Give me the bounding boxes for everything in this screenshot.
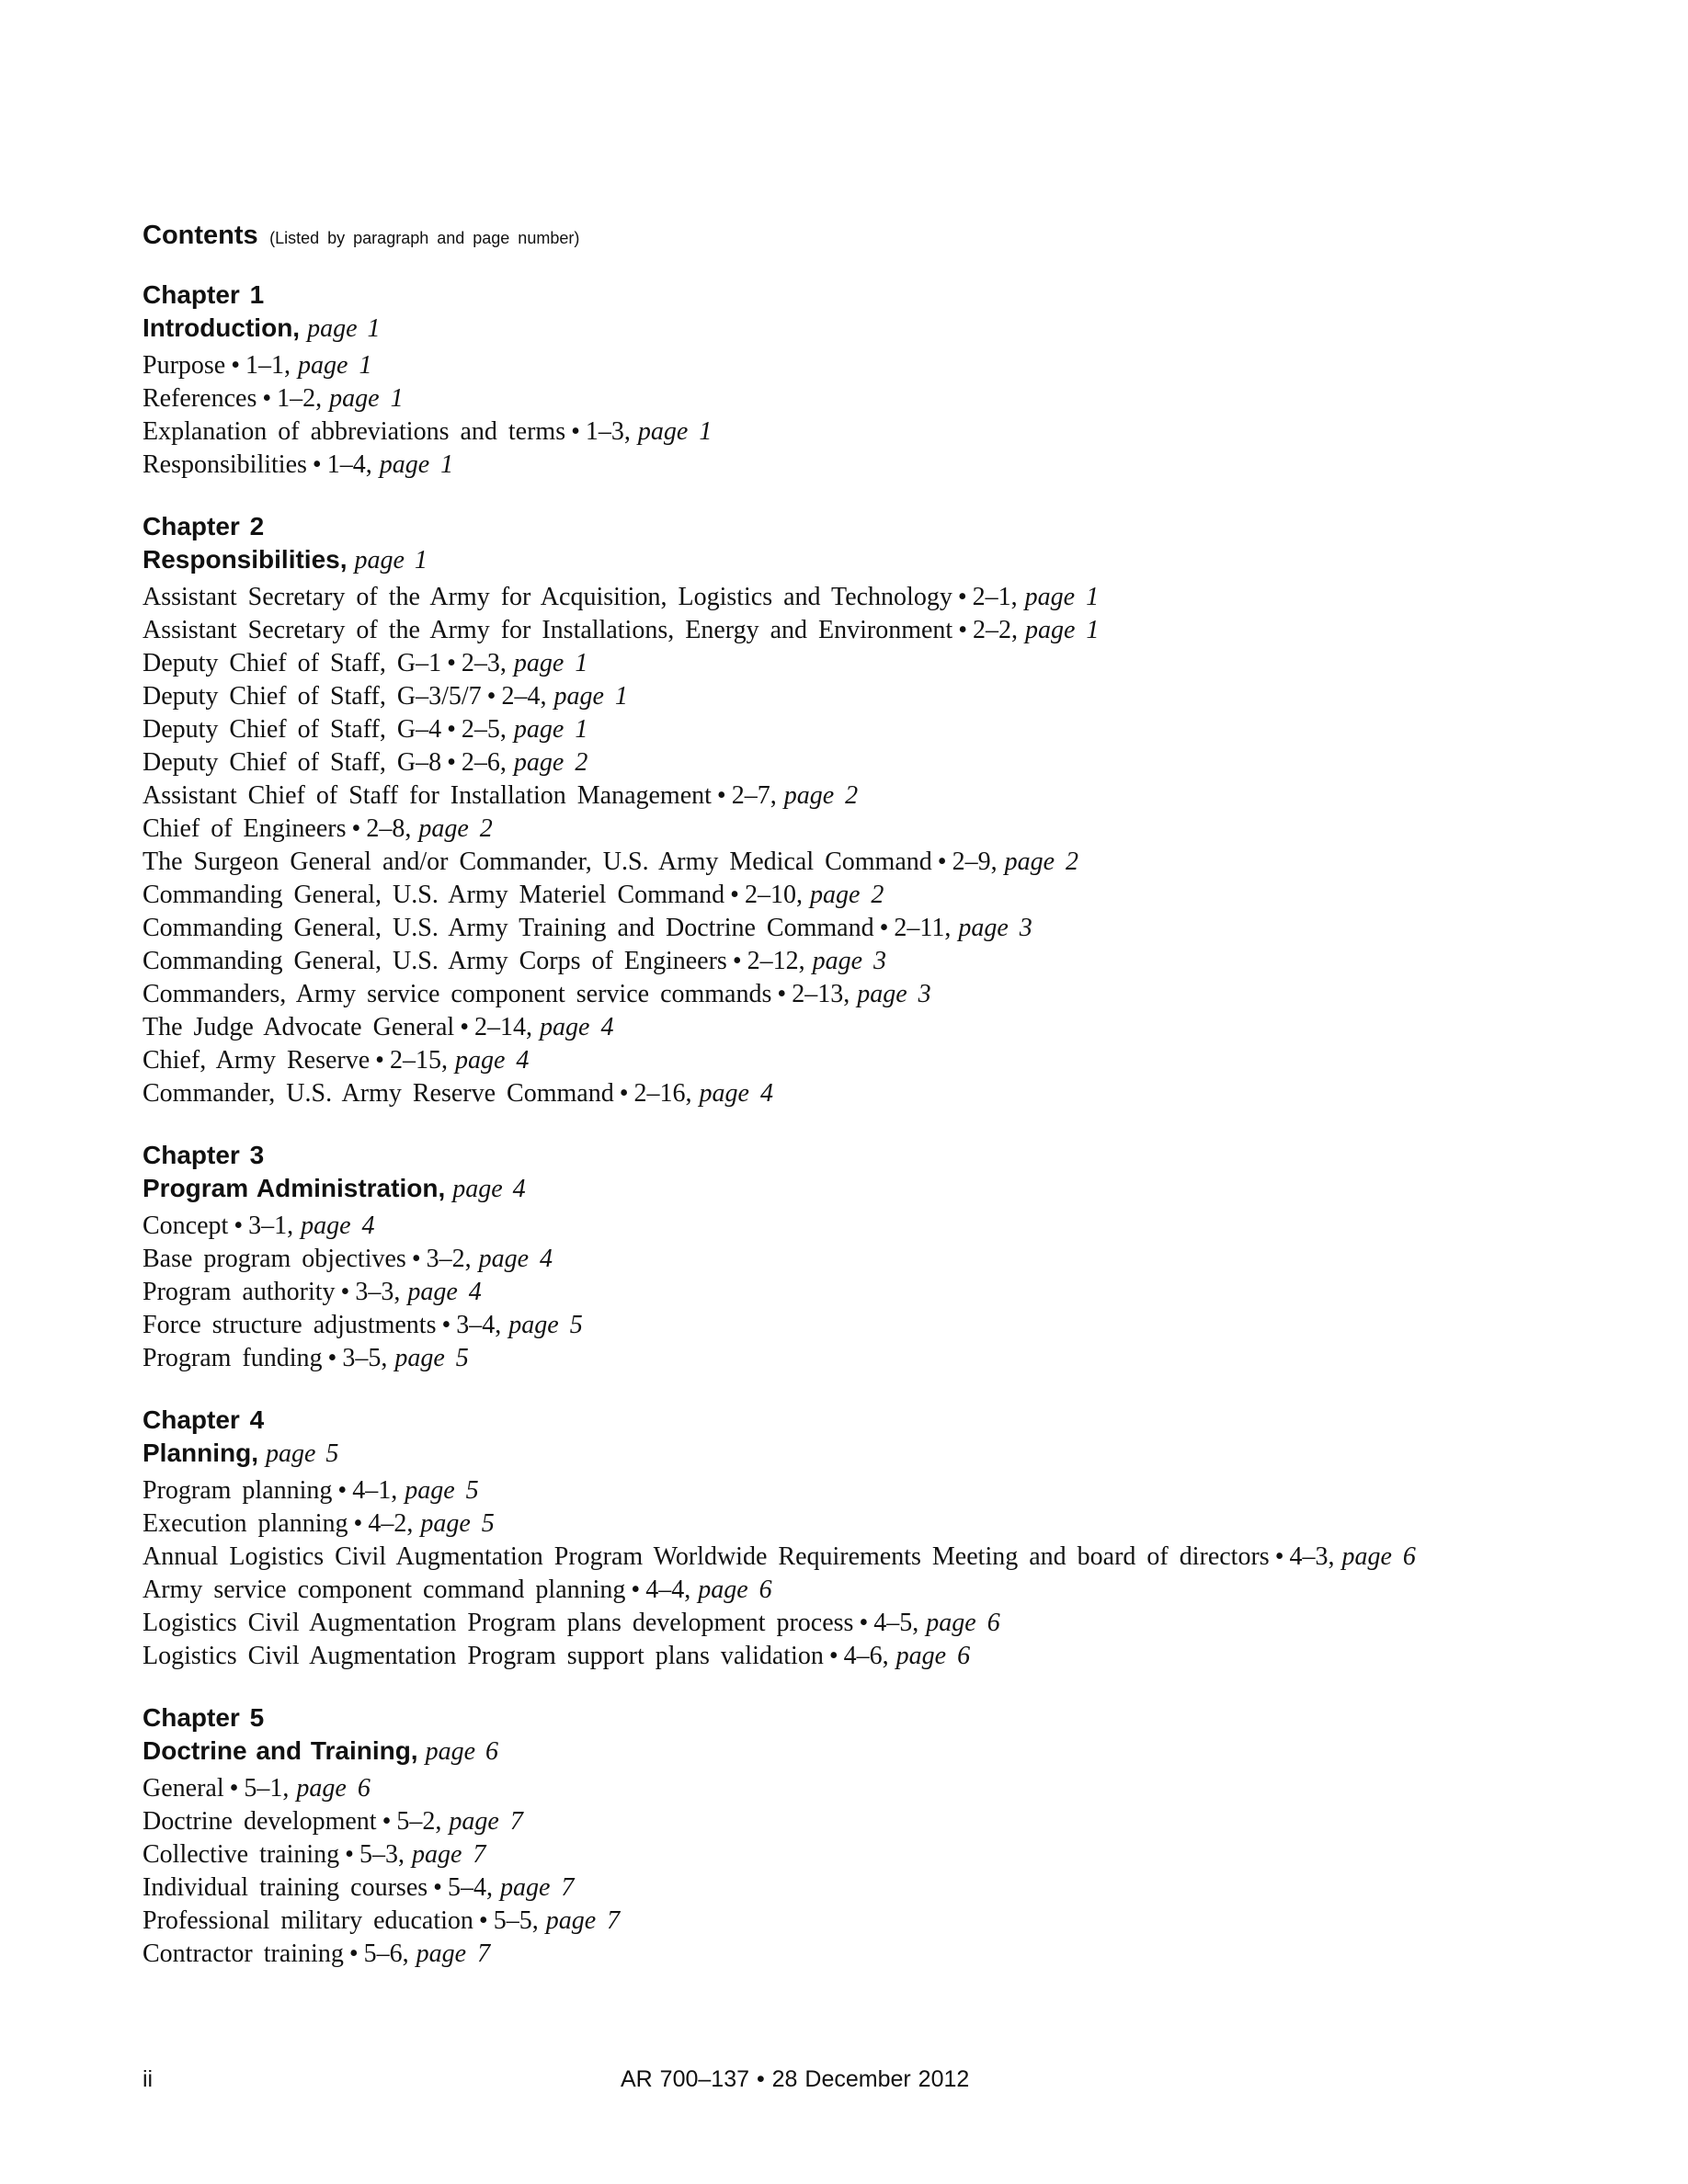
toc-entry-paragraph: 1–1, [245,351,291,380]
toc-entry-page-ref: page 6 [926,1609,1000,1637]
toc-entry-paragraph: 4–1, [352,1476,398,1505]
chapter-page-ref: page 5 [266,1439,339,1468]
toc-entry-paragraph: 3–3, [355,1278,401,1306]
chapter-title: Responsibilities, [143,545,348,574]
toc-entry-paragraph: 2–15, [389,1046,448,1075]
footer-page-number: ii [143,2066,154,2092]
toc-entry[interactable] [143,415,1577,449]
toc-entry-page-ref: page 2 [783,781,859,810]
chapter-page-ref: page 6 [425,1737,499,1766]
bullet-separator: • [478,1906,488,1935]
toc-entry-paragraph: 5–4, [447,1873,493,1902]
chapter-title: Doctrine and Training, [143,1736,418,1765]
toc-entry-page-ref: page 1 [379,450,454,479]
bullet-separator: • [828,1642,838,1670]
toc-entry[interactable] [143,978,1577,1011]
toc-entry-paragraph: 2–4, [501,682,547,711]
toc-entry-page-ref: page 3 [857,980,931,1008]
toc-entry-page-ref: page 2 [1004,847,1079,876]
toc-entry-title: Army service component command planning [143,1575,626,1604]
bullet-separator: • [716,781,726,810]
toc-entry-title: Program funding [143,1344,323,1372]
toc-entry[interactable] [143,1805,1577,1838]
toc-entry-title: Deputy Chief of Staff, G–3/5/7 [143,682,482,711]
toc-entry-title: Chief of Engineers [143,814,347,843]
chapter-heading[interactable] [143,543,1577,581]
toc-entry-title: Professional military education [143,1906,473,1935]
toc-entry[interactable] [143,581,1577,614]
toc-entry[interactable] [143,1838,1577,1871]
toc-entry-page-ref: page 1 [1024,583,1100,611]
toc-entry-paragraph: 1–3, [585,417,631,446]
toc-entry[interactable] [143,614,1577,647]
toc-entry-paragraph: 5–6, [363,1939,409,1968]
toc-entry-page-ref: page 1 [329,384,404,413]
toc-entry[interactable] [143,1342,1577,1375]
toc-entry-title: Commanding General, U.S. Army Materiel Command [143,881,725,909]
toc-entry-page-ref: page 7 [411,1840,486,1869]
toc-entry-title: Responsibilities [143,450,307,479]
toc-entry[interactable] [143,1938,1577,1971]
toc-entry-page-ref: page 1 [513,649,588,677]
toc-entry-page-ref: page 2 [418,814,493,843]
toc-entry-title: Deputy Chief of Staff, G–1 [143,649,442,677]
toc-entry-paragraph: 2–16, [633,1079,692,1108]
chapter-3 [143,1139,1577,1375]
chapter-1 [143,279,1577,482]
toc-entry-title: Program planning [143,1476,333,1505]
toc-entry-paragraph: 2–10, [744,881,803,909]
toc-entry-title: Contractor training [143,1939,344,1968]
chapter-label: Chapter 5 [143,1703,265,1732]
toc-entry-title: Commanding General, U.S. Army Corps of Engineers [143,947,727,975]
toc-entry[interactable] [143,1044,1577,1077]
toc-entry-paragraph: 4–3, [1289,1542,1335,1571]
chapter-title: Introduction, [143,313,301,342]
toc-entry-title: Commanding General, U.S. Army Training and Doctrine Command [143,914,874,942]
toc-entry[interactable] [143,1607,1577,1640]
toc-entry-title: General [143,1774,224,1803]
toc-entry[interactable] [143,647,1577,680]
toc-entry-page-ref: page 6 [895,1642,971,1670]
toc-entry-title: Annual Logistics Civil Augmentation Program Worldwide Requirements Meeting and board of directors [143,1542,1270,1571]
chapter-entries [143,1210,1577,1375]
toc-entry-page-ref: page 2 [809,881,884,909]
toc-entry-title: Force structure adjustments [143,1311,437,1339]
toc-entry[interactable] [143,680,1577,713]
chapter-heading[interactable] [143,1172,1577,1210]
chapter-list [143,279,1577,1971]
toc-entry[interactable] [143,813,1577,846]
toc-entry-title: Logistics Civil Augmentation Program support plans validation [143,1642,824,1670]
toc-entry-title: References [143,384,257,413]
toc-entry-title: The Judge Advocate General [143,1013,455,1041]
toc-entry-page-ref: page 7 [416,1939,491,1968]
toc-entry-title: Individual training courses [143,1873,428,1902]
toc-entry-title: Purpose [143,351,226,380]
toc-entry-paragraph: 2–7, [731,781,777,810]
toc-entry-page-ref: page 5 [394,1344,469,1372]
toc-entry[interactable] [143,846,1577,879]
toc-entry-paragraph: 2–2, [973,616,1018,644]
toc-entry[interactable] [143,713,1577,746]
toc-entry[interactable] [143,1772,1577,1805]
toc-entry[interactable] [143,779,1577,813]
bullet-separator: • [879,914,889,942]
bullet-separator: • [441,1311,451,1339]
toc-entry-title: Concept [143,1211,229,1240]
toc-entry-title: Deputy Chief of Staff, G–4 [143,715,442,744]
chapter-label: Chapter 4 [143,1405,265,1434]
contents-title: Contents [143,221,258,250]
bullet-separator: • [730,881,739,909]
toc-entry[interactable] [143,879,1577,912]
chapter-heading[interactable] [143,312,1577,349]
chapter-4 [143,1404,1577,1673]
toc-entry-paragraph: 5–5, [493,1906,539,1935]
chapter-label: Chapter 2 [143,512,265,540]
toc-entry[interactable] [143,1871,1577,1905]
toc-entry-title: Commanders, Army service component service commands [143,980,772,1008]
toc-entry-title: Explanation of abbreviations and terms [143,417,566,446]
chapter-entries [143,1474,1577,1673]
toc-entry[interactable] [143,746,1577,779]
toc-entry-page-ref: page 7 [545,1906,621,1935]
toc-entry[interactable] [143,912,1577,945]
bullet-separator: • [351,814,361,843]
bullet-separator: • [231,351,241,380]
toc-entry-page-ref: page 5 [420,1509,495,1538]
toc-entry-paragraph: 2–14, [474,1013,533,1041]
bullet-separator: • [571,417,580,446]
toc-entry[interactable] [143,1640,1577,1673]
toc-entry-title: Program authority [143,1278,336,1306]
toc-entry-paragraph: 2–3, [461,649,507,677]
toc-entry[interactable] [143,1276,1577,1309]
toc-entry-title: The Surgeon General and/or Commander, U.S. Army Medical Command [143,847,932,876]
toc-entry[interactable] [143,1077,1577,1110]
bullet-separator: • [732,947,742,975]
chapter-heading[interactable] [143,1437,1577,1474]
toc-entry-paragraph: 3–5, [342,1344,388,1372]
toc-entry-title: Doctrine development [143,1807,377,1836]
toc-entry-page-ref: page 4 [478,1245,553,1273]
toc-entry-paragraph: 2–6, [461,748,507,777]
toc-entry-page-ref: page 1 [298,351,372,380]
chapter-label: Chapter 1 [143,280,265,309]
bullet-separator: • [353,1509,363,1538]
bullet-separator: • [460,1013,470,1041]
toc-entry-page-ref: page 7 [499,1873,575,1902]
toc-entry-title: Commander, U.S. Army Reserve Command [143,1079,614,1108]
bullet-separator: • [229,1774,239,1803]
chapter-entries [143,581,1577,1110]
chapter-heading[interactable] [143,1735,1577,1772]
toc-entry-page-ref: page 5 [405,1476,479,1505]
toc-entry-page-ref: page 6 [296,1774,371,1803]
toc-entry-page-ref: page 1 [1025,616,1100,644]
toc-entry[interactable] [143,449,1577,482]
contents-header [143,221,1577,251]
toc-entry-title: Execution planning [143,1509,348,1538]
chapter-entries [143,1772,1577,1971]
bullet-separator: • [411,1245,421,1273]
toc-entry[interactable] [143,1243,1577,1276]
toc-entry[interactable] [143,1210,1577,1243]
toc-entry[interactable] [143,1541,1577,1574]
toc-entry-title: Assistant Secretary of the Army for Installations, Energy and Environment [143,616,953,644]
chapter-entries [143,349,1577,482]
toc-entry-paragraph: 2–5, [461,715,507,744]
toc-entry-title: Base program objectives [143,1245,406,1273]
toc-entry[interactable] [143,1507,1577,1541]
toc-entry-page-ref: page 4 [301,1211,375,1240]
toc-entry[interactable] [143,1905,1577,1938]
bullet-separator: • [937,847,947,876]
toc-entry[interactable] [143,1474,1577,1507]
toc-entry-paragraph: 2–13, [792,980,850,1008]
bullet-separator: • [337,1476,348,1505]
toc-entry-paragraph: 2–1, [972,583,1018,611]
bullet-separator: • [262,384,272,413]
toc-entry-title: Logistics Civil Augmentation Program plans development process [143,1609,854,1637]
toc-entry-paragraph: 2–9, [952,847,998,876]
bullet-separator: • [859,1609,869,1637]
toc-entry-paragraph: 4–5, [873,1609,919,1637]
footer-document-id: AR 700–137 • 28 December 2012 [621,2066,970,2092]
toc-entry-page-ref: page 4 [407,1278,482,1306]
bullet-separator: • [486,682,496,711]
toc-entry-page-ref: page 7 [449,1807,523,1836]
bullet-separator: • [234,1211,244,1240]
toc-entry-title: Chief, Army Reserve [143,1046,371,1075]
chapter-page-ref: page 1 [307,314,381,343]
toc-entry[interactable] [143,945,1577,978]
bullet-separator: • [327,1344,337,1372]
bullet-separator: • [958,616,967,644]
chapter-title: Planning, [143,1439,258,1467]
toc-entry-page-ref: page 3 [812,947,887,975]
toc-entry-paragraph: 2–8, [366,814,412,843]
contents-subtitle: (Listed by paragraph and page number) [269,229,580,247]
bullet-separator: • [777,980,787,1008]
bullet-separator: • [957,583,967,611]
bullet-separator: • [631,1575,641,1604]
chapter-page-ref: page 1 [354,546,428,574]
toc-entry-page-ref: page 6 [698,1575,772,1604]
toc-entry-title: Deputy Chief of Staff, G–8 [143,748,442,777]
toc-entry-paragraph: 2–11, [894,914,952,942]
toc-entry-paragraph: 5–3, [359,1840,405,1869]
toc-entry-title: Assistant Chief of Staff for Installation Management [143,781,712,810]
toc-entry-paragraph: 3–2, [426,1245,472,1273]
toc-entry[interactable] [143,1309,1577,1342]
toc-entry-paragraph: 5–2, [396,1807,442,1836]
bullet-separator: • [447,649,456,677]
toc-entry[interactable] [143,349,1577,382]
toc-entry-page-ref: page 5 [508,1311,583,1339]
bullet-separator: • [447,748,456,777]
toc-entry-page-ref: page 2 [513,748,588,777]
toc-entry[interactable] [143,382,1577,415]
bullet-separator: • [375,1046,384,1075]
bullet-separator: • [1274,1542,1284,1571]
toc-entry-page-ref: page 3 [958,914,1032,942]
toc-entry-paragraph: 1–4, [326,450,372,479]
toc-entry-paragraph: 5–1, [244,1774,290,1803]
toc-entry-paragraph: 2–12, [747,947,805,975]
toc-entry-paragraph: 3–1, [248,1211,294,1240]
toc-entry-title: Collective training [143,1840,340,1869]
contents-page [143,221,1577,1999]
toc-entry[interactable] [143,1574,1577,1607]
toc-entry-page-ref: page 4 [540,1013,614,1041]
toc-entry-page-ref: page 4 [699,1079,773,1108]
chapter-page-ref: page 4 [452,1175,526,1203]
toc-entry-page-ref: page 1 [553,682,628,711]
bullet-separator: • [348,1939,359,1968]
bullet-separator: • [447,715,456,744]
bullet-separator: • [340,1278,350,1306]
bullet-separator: • [433,1873,442,1902]
toc-entry-paragraph: 4–2, [368,1509,414,1538]
bullet-separator: • [619,1079,629,1108]
toc-entry-paragraph: 4–6, [843,1642,889,1670]
chapter-title: Program Administration, [143,1174,446,1202]
chapter-5 [143,1701,1577,1971]
bullet-separator: • [382,1807,392,1836]
toc-entry-page-ref: page 6 [1341,1542,1416,1571]
bullet-separator: • [345,1840,354,1869]
bullet-separator: • [312,450,322,479]
toc-entry-page-ref: page 1 [513,715,588,744]
chapter-2 [143,510,1577,1110]
toc-entry-paragraph: 1–2, [277,384,323,413]
page-footer [0,2066,1688,2094]
chapter-label: Chapter 3 [143,1141,265,1169]
toc-entry-paragraph: 4–4, [645,1575,691,1604]
toc-entry-page-ref: page 1 [637,417,713,446]
toc-entry-paragraph: 3–4, [456,1311,502,1339]
toc-entry-title: Assistant Secretary of the Army for Acquisition, Logistics and Technology [143,583,952,611]
toc-entry-page-ref: page 4 [454,1046,530,1075]
toc-entry[interactable] [143,1011,1577,1044]
